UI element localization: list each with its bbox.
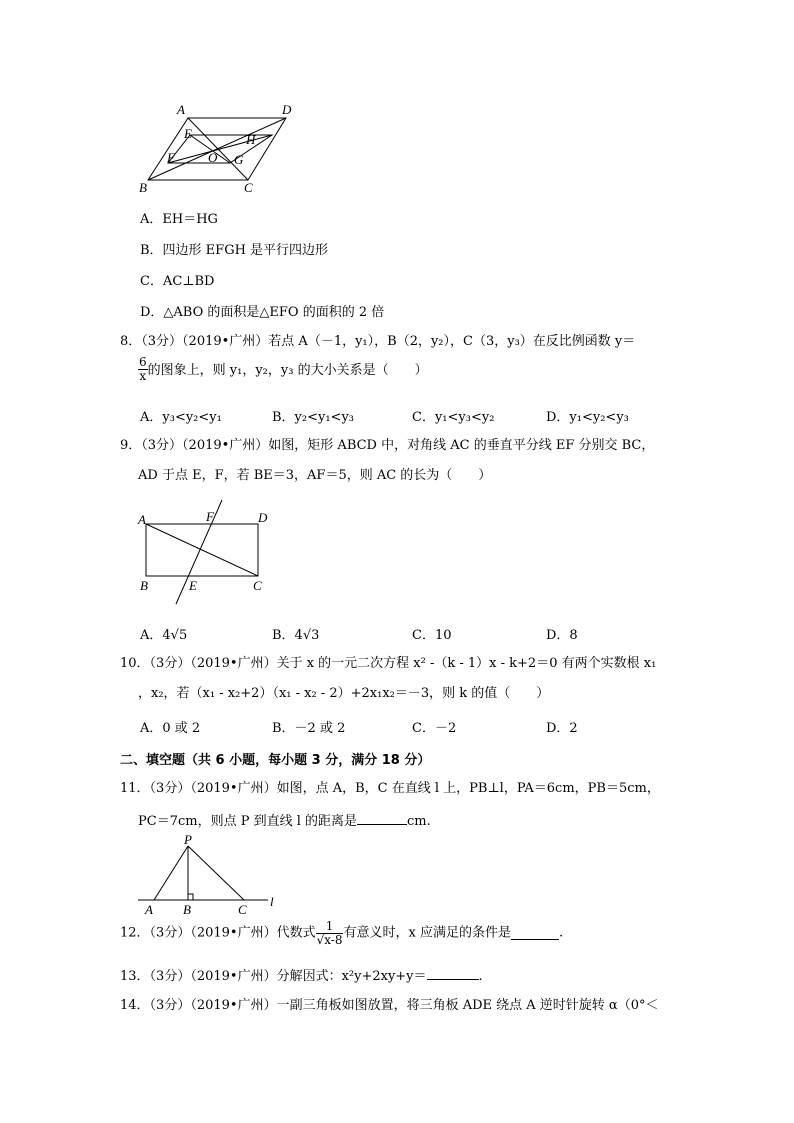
fig11-label-p: P [184,832,192,847]
fig7-label-c: C [244,180,253,195]
q8-option-b: B．y₂<y₁<y₃ [272,410,355,425]
q8-stem-line1: 8．（3分）（2019•广州）若点 A（－1，y₁），B（2，y₂），C（3，y₃）在反比例函数 y＝ [120,334,636,349]
q8-stem-line2-text: 的图象上，则 y₁，y₂，y₃ 的大小关系是（ ） [147,363,428,378]
fig9-label-a: A [138,512,146,527]
q8-option-d: D．y₁<y₂<y₃ [546,410,629,425]
fig9-label-d: D [258,510,268,525]
q10-option-d: D．2 [546,721,578,736]
q13-stem-text: 13．（3分）（2019•广州）分解因式：x²y+2xy+y＝ [120,969,427,984]
q7-option-d: D．△ABO 的面积是△EFO 的面积的 2 倍 [140,305,385,320]
q8-fraction-denominator: x [139,369,147,383]
q7-option-b: B．四边形 EFGH 是平行四边形 [140,243,329,258]
fig7-label-d: D [282,102,292,117]
fig7-label-g: G [234,152,244,167]
fig7-label-h: H [246,132,256,147]
fig7-label-a: A [177,102,185,117]
q11-answer-blank[interactable] [357,812,407,825]
fig9-label-e: E [189,578,197,593]
q10-option-c: C．－2 [412,721,457,736]
q12-fraction-numerator: 1 [316,920,344,934]
q8-fraction [138,356,148,383]
q7-option-a: A．EH＝HG [140,212,218,227]
fig9-label-b: B [140,578,148,593]
fig11-label-l: l [270,894,274,909]
q10-option-a: A．0 或 2 [140,721,201,736]
q11-stem-line2-text: PC＝7cm，则点 P 到直线 l 的距离是 [138,814,358,829]
fig11-label-b: B [183,902,191,916]
fig7-label-b: B [139,180,147,195]
q12-fraction-denominator: √x-8 [316,933,343,947]
q9-option-d: D．8 [546,628,578,643]
fig9-label-f: F [206,509,214,524]
q13-stem-end: . [478,969,483,984]
q13-stem [120,967,483,985]
fig7-label-o: O [208,150,218,165]
q12-stem-end: . [558,925,564,941]
q11-stem-line1: 11．（3分）（2019•广州）如图，点 A，B，C 在直线 l 上，PB⊥l，PA＝6cm，PB＝5cm， [120,781,660,796]
q13-answer-blank[interactable] [427,967,479,980]
section-2-title: 二、填空题（共 6 小题，每小题 3 分，满分 18 分） [120,753,431,768]
q10-option-b: B．－2 或 2 [272,721,346,736]
q11-stem-line2-unit: cm. [407,814,431,829]
fig7-label-e: E [184,126,192,141]
fig9-label-c: C [253,578,262,593]
fig7-label-f: F [167,150,175,165]
fig11-label-a: A [145,902,153,916]
q9-option-c: C．10 [412,628,452,643]
q11-triangle-figure [132,832,282,916]
q12-stem-pre: 12．（3分）（2019•广州）代数式 [120,925,316,941]
fig11-label-c: C [238,902,247,916]
q8-fraction-numerator: 6 [139,355,147,369]
q10-stem-line2: ，x₂，若（x₁ - x₂+2）（x₁ - x₂ - 2）+2x₁x₂＝－3，则 k 的值（ ） [138,686,550,701]
q9-rectangle-figure [130,496,280,608]
q9-stem-line2: AD 于点 E，F，若 BE＝3，AF＝5，则 AC 的长为（ ） [138,468,492,483]
q11-stem-line2 [138,812,431,830]
q14-stem-line1: 14．（3分）（2019•广州）一副三角板如图放置，将三角板 ADE 绕点 A 逆时针旋转 α（0°＜ [120,998,659,1013]
q7-parallelogram-figure [130,100,310,200]
q8-option-c: C．y₁<y₃<y₂ [412,410,495,425]
q12-fraction [316,920,344,947]
q12-answer-blank[interactable] [511,927,559,940]
q10-stem-line1: 10．（3分）（2019•广州）关于 x 的一元二次方程 x² -（k - 1）x - k+2＝0 有两个实数根 x₁ [120,656,657,671]
q8-stem-line2 [138,356,428,383]
q8-option-a: A．y₃<y₂<y₁ [140,410,222,425]
q12-stem [120,920,563,947]
q12-stem-post: 有意义时，x 应满足的条件是 [343,925,511,941]
q9-option-a: A．4√5 [140,628,188,643]
q7-option-c: C．AC⊥BD [140,274,215,289]
q9-stem-line1: 9．（3分）（2019•广州）如图，矩形 ABCD 中，对角线 AC 的垂直平分线 EF 分别交 BC， [120,438,655,453]
q9-option-b: B．4√3 [272,628,320,643]
